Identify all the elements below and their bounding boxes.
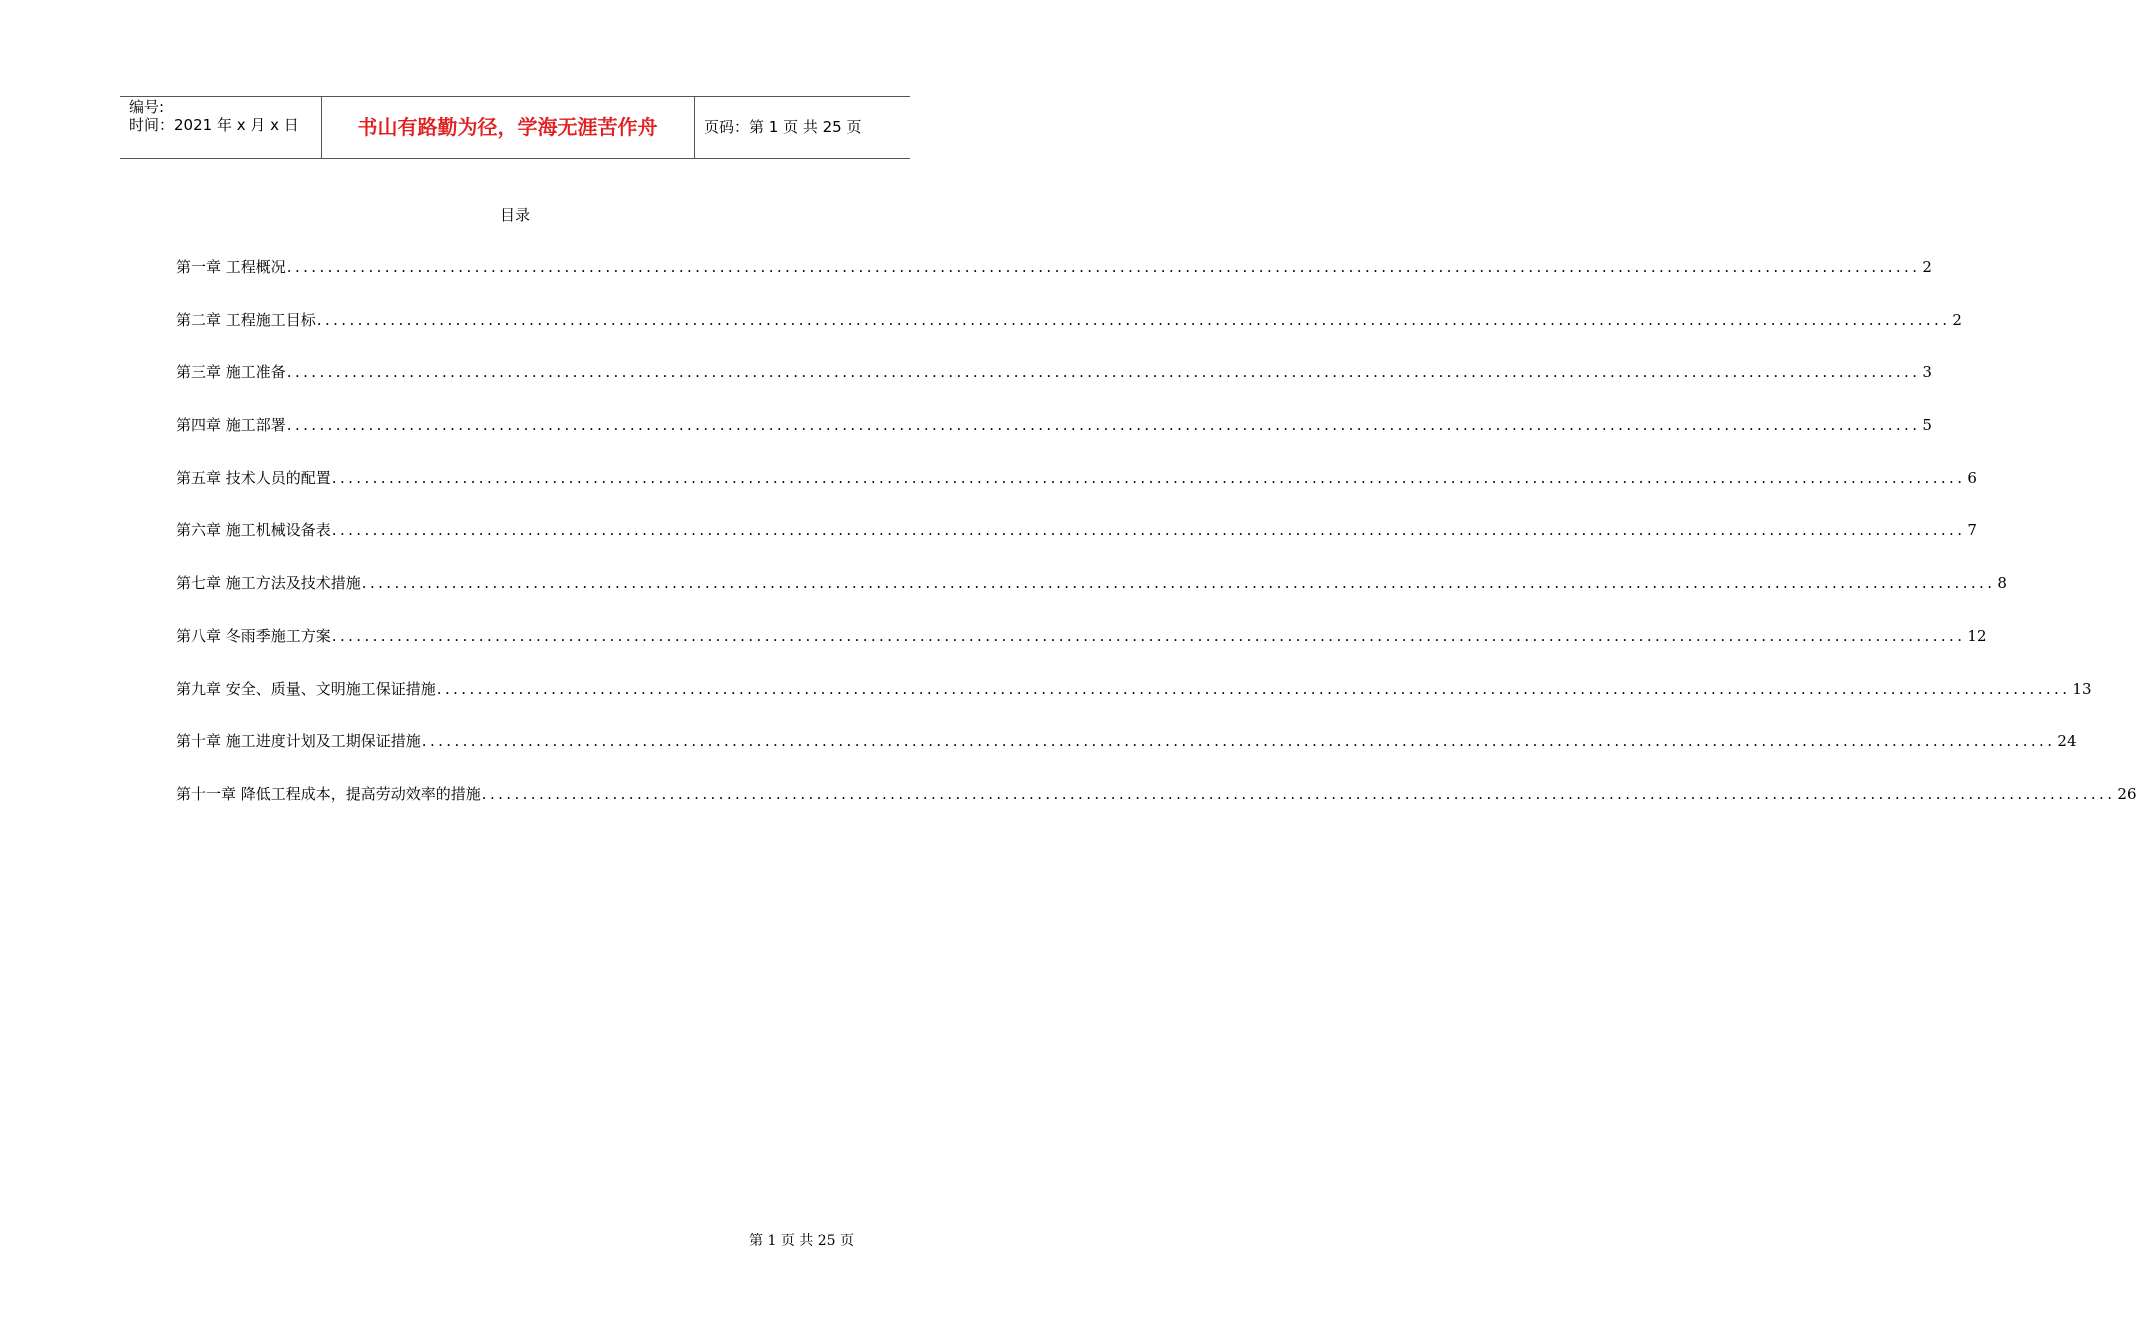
toc-dot-leader: ........................................................................................................................................................................................................ bbox=[316, 310, 1951, 329]
toc-entry-page: 24 bbox=[2057, 732, 2077, 751]
toc-dot-leader: ........................................................................................................................................................................................................ bbox=[421, 732, 2056, 751]
toc-entry[interactable] bbox=[176, 679, 2092, 732]
toc-entry[interactable] bbox=[176, 468, 1977, 521]
toc-entry-label: 第九章 安全、质量、文明施工保证措施 bbox=[176, 679, 436, 698]
toc-entry-page: 2 bbox=[1952, 310, 1962, 329]
toc-entry-page: 12 bbox=[1967, 626, 1987, 645]
header-motto-cell bbox=[321, 97, 695, 158]
header-page-cell bbox=[695, 97, 910, 158]
toc-dot-leader: ........................................................................................................................................................................................................ bbox=[481, 784, 2116, 803]
toc-entry[interactable] bbox=[176, 520, 1977, 573]
header-info-cell bbox=[120, 97, 322, 158]
header-page-number: 页码：第 1 页 共 25 页 bbox=[704, 118, 862, 136]
toc-dot-leader: ........................................................................................................................................................................................................ bbox=[331, 468, 1966, 487]
toc-entry[interactable] bbox=[176, 731, 2077, 784]
toc-entry[interactable] bbox=[176, 784, 2137, 837]
toc-entry-page: 26 bbox=[2117, 784, 2137, 803]
toc-dot-leader: ........................................................................................................................................................................................................ bbox=[286, 363, 1921, 382]
toc-entry[interactable] bbox=[176, 415, 1932, 468]
toc-entry-label: 第七章 施工方法及技术措施 bbox=[176, 574, 361, 593]
toc-entry-page: 8 bbox=[1997, 574, 2007, 593]
toc-entry-label: 第八章 冬雨季施工方案 bbox=[176, 626, 331, 645]
toc-entry-page: 7 bbox=[1967, 521, 1977, 540]
toc-entry-label: 第二章 工程施工目标 bbox=[176, 310, 316, 329]
motto-text: 书山有路勤为径，学海无涯苦作舟 bbox=[357, 115, 658, 139]
document-time-label: 时间：2021 年 x 月 x 日 bbox=[129, 116, 299, 134]
toc-entry-page: 5 bbox=[1922, 416, 1932, 435]
toc-entry-label: 第十一章 降低工程成本，提高劳动效率的措施 bbox=[176, 784, 481, 803]
toc-entry-label: 第十章 施工进度计划及工期保证措施 bbox=[176, 732, 421, 751]
toc-entry[interactable] bbox=[176, 573, 2007, 626]
toc-entry-page: 6 bbox=[1967, 468, 1977, 487]
page-header bbox=[120, 96, 910, 159]
toc-entry-label: 第三章 施工准备 bbox=[176, 363, 286, 382]
toc-entry[interactable] bbox=[176, 362, 1932, 415]
toc-dot-leader: ........................................................................................................................................................................................................ bbox=[361, 574, 1996, 593]
toc-entry-label: 第一章 工程概况 bbox=[176, 258, 286, 276]
document-id-label: 编号: bbox=[129, 98, 165, 116]
toc-entry[interactable] bbox=[176, 626, 1987, 679]
toc-entry-label: 第五章 技术人员的配置 bbox=[176, 468, 331, 487]
toc-entry-label: 第六章 施工机械设备表 bbox=[176, 521, 331, 540]
toc-entry[interactable] bbox=[176, 257, 1932, 310]
toc-entry-page: 2 bbox=[1922, 258, 1932, 276]
toc-title: 目录 bbox=[499, 206, 530, 224]
toc-dot-leader: ........................................................................................................................................................................................................ bbox=[286, 416, 1921, 435]
toc-entry[interactable] bbox=[176, 310, 1962, 363]
toc-entry-page: 13 bbox=[2072, 679, 2092, 698]
toc-dot-leader: ........................................................................................................................................................................................................ bbox=[436, 679, 2071, 698]
toc-entry-page: 3 bbox=[1922, 363, 1932, 382]
toc-dot-leader: ........................................................................................................................................................................................................ bbox=[331, 626, 1966, 645]
toc-entry-label: 第四章 施工部署 bbox=[176, 416, 286, 435]
table-of-contents bbox=[176, 257, 2137, 837]
footer-page-number: 第 1 页 共 25 页 bbox=[749, 1233, 854, 1249]
toc-dot-leader: ........................................................................................................................................................................................................ bbox=[286, 258, 1921, 276]
toc-dot-leader: ........................................................................................................................................................................................................ bbox=[331, 521, 1966, 540]
